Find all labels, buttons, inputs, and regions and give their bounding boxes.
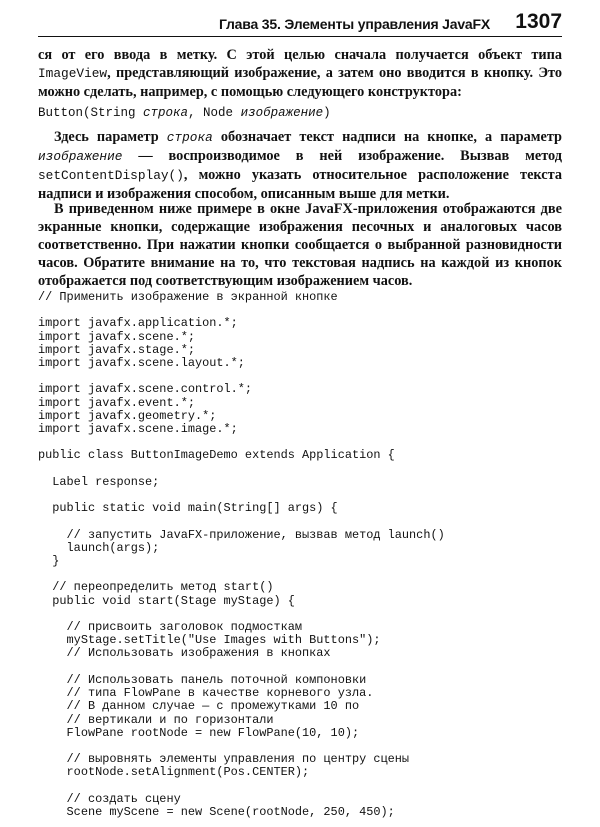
p2-param-image: изображение (38, 149, 123, 164)
paragraph-intro (38, 46, 562, 101)
code-line: // В данном случае — с промежутками 10 по (38, 699, 360, 714)
p1-text-2: , представляющий изображение, а затем оно вводится в кнопку. Это можно сделать, например, с помощью следующего конструктора: (38, 65, 562, 100)
constructor-signature (38, 106, 331, 120)
code-listing (38, 291, 445, 819)
p1-text-1: ся от его ввода в метку. С этой целью сначала получается объект типа (38, 47, 562, 63)
code-line: import javafx.geometry.*; (38, 408, 217, 423)
code-line: // типа FlowPane в качестве корневого узла. (38, 686, 374, 701)
ctor-param-string: строка (143, 106, 189, 120)
code-line: // Применить изображение в экранной кнопке (38, 290, 338, 304)
chapter-title: Глава 35. Элементы управления JavaFX (218, 16, 490, 32)
code-line: import javafx.scene.image.*; (38, 422, 238, 437)
code-line: } (38, 554, 60, 569)
page-number: 1307 (515, 10, 562, 33)
code-line: // создать сцену (38, 791, 181, 806)
p2-text-2: обозначает текст надписи на кнопке, а параметр (212, 129, 562, 145)
p2-param-string: строка (166, 130, 213, 145)
code-line: import javafx.scene.control.*; (38, 382, 253, 397)
code-line: launch(args); (38, 540, 160, 555)
code-line: // запустить JavaFX-приложение, вызвав метод launch() (38, 527, 445, 542)
code-line: // Использовать изображения в кнопках (38, 646, 331, 661)
paragraph-example: В приведенном ниже примере в окне JavaFX-приложения отображаются две экранные кнопки, содержащие изображения песочных и аналоговых часов соответственно. При нажатии кнопки сообщается о выбранной разновидности часов. Обратите внимание на то, что текстовая надпись на каждой из кнопок отображается под соответствующим изображением часов. (38, 201, 562, 289)
ctor-part-1: Button(String (38, 106, 144, 120)
p2-text-4: , можно указать относительное расположение текста надписи и изображения способом, описанным выше для метки. (38, 167, 562, 202)
code-line: rootNode.setAlignment(Pos.CENTER); (38, 765, 310, 780)
p2-code-setcontentdisplay: setContentDisplay() (38, 168, 184, 183)
code-line: Scene myScene = new Scene(rootNode, 250, 450); (38, 804, 395, 819)
code-line: public class ButtonImageDemo extends Application { (38, 448, 395, 463)
ctor-part-2: , Node (188, 106, 241, 120)
p1-code-imageview: ImageView (38, 66, 108, 81)
code-line: myStage.setTitle("Use Images with Buttons"); (38, 633, 381, 648)
p2-text-1: Здесь параметр (54, 129, 167, 145)
code-line: // присвоить заголовок подмосткам (38, 620, 303, 635)
paragraph-params (38, 128, 562, 203)
p2-text-3: — воспроизводимое в ней изображение. Вызвав метод (122, 148, 562, 164)
code-line: // Использовать панель поточной компоновки (38, 672, 367, 687)
code-line: import javafx.stage.*; (38, 342, 195, 357)
code-line: // выровнять элементы управления по центру сцены (38, 752, 410, 767)
ctor-part-3: ) (323, 106, 331, 120)
code-line: // вертикали и по горизонтали (38, 712, 274, 727)
code-line: Label response; (38, 474, 160, 489)
code-line: // переопределить метод start() (38, 580, 274, 595)
code-line: public static void main(String[] args) { (38, 501, 338, 516)
running-header (38, 10, 562, 37)
ctor-param-image: изображение (240, 106, 324, 120)
code-line: import javafx.event.*; (38, 395, 195, 410)
code-line: import javafx.scene.*; (38, 329, 195, 344)
code-line: import javafx.application.*; (38, 316, 238, 331)
code-line: public void start(Stage myStage) { (38, 593, 295, 608)
code-line: FlowPane rootNode = new FlowPane(10, 10); (38, 725, 360, 740)
code-line: import javafx.scene.layout.*; (38, 356, 245, 371)
